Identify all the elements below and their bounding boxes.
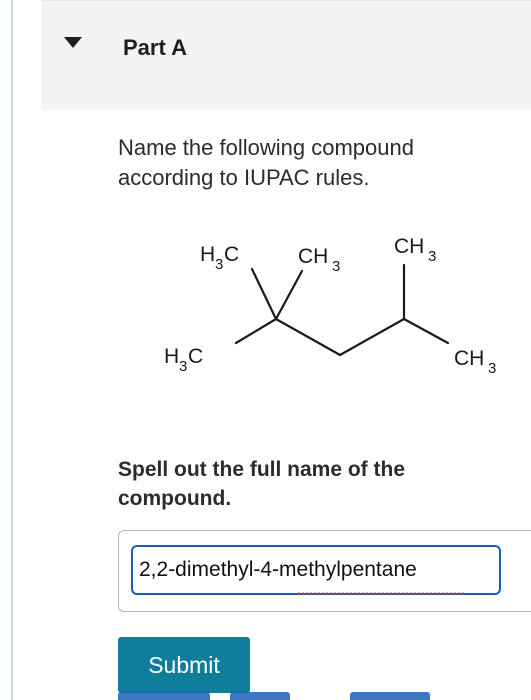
label-subscript: 3 <box>332 258 341 275</box>
question-instructions: Name the following compound according to IUPAC rules. <box>118 135 414 190</box>
label-subscript: 3 <box>215 256 224 273</box>
bottom-link-1[interactable] <box>118 692 210 700</box>
bond-right <box>404 319 448 343</box>
bond-left <box>236 319 276 343</box>
label-h: H <box>200 243 216 266</box>
bottom-link-2[interactable] <box>230 692 290 700</box>
bond-backbone-1 <box>276 319 340 355</box>
part-header[interactable] <box>42 0 531 110</box>
structure-label-top-right <box>394 235 436 265</box>
left-divider <box>11 0 13 700</box>
bottom-link-3[interactable] <box>350 692 430 700</box>
label-ch: CH <box>454 347 485 370</box>
bond-top-left <box>252 269 276 319</box>
label-c: C <box>188 345 204 368</box>
answer-prompt: Spell out the full name of the compound. <box>118 458 406 510</box>
label-subscript: 3 <box>488 360 497 377</box>
label-h: H <box>164 345 180 368</box>
answer-container <box>118 530 531 612</box>
structure-bonds <box>236 265 448 355</box>
label-subscript: 3 <box>428 248 437 265</box>
submit-button[interactable]: Submit <box>118 637 250 693</box>
answer-input[interactable] <box>131 545 501 595</box>
label-ch: CH <box>394 235 425 258</box>
structure-label-left <box>164 345 203 375</box>
bond-backbone-2 <box>340 319 404 355</box>
label-subscript: 3 <box>179 358 188 375</box>
structure-label-top-middle <box>298 245 340 275</box>
label-ch: CH <box>298 245 329 268</box>
bottom-links-partial <box>118 692 531 700</box>
structure-label-top-left <box>200 243 239 273</box>
label-c: C <box>224 243 240 266</box>
triangle-down-icon[interactable] <box>64 37 82 48</box>
spellcheck-underline <box>297 592 465 595</box>
chemical-structure <box>150 215 530 415</box>
structure-label-right <box>454 347 496 377</box>
part-title: Part A <box>123 35 187 60</box>
bond-top-middle <box>276 271 302 319</box>
